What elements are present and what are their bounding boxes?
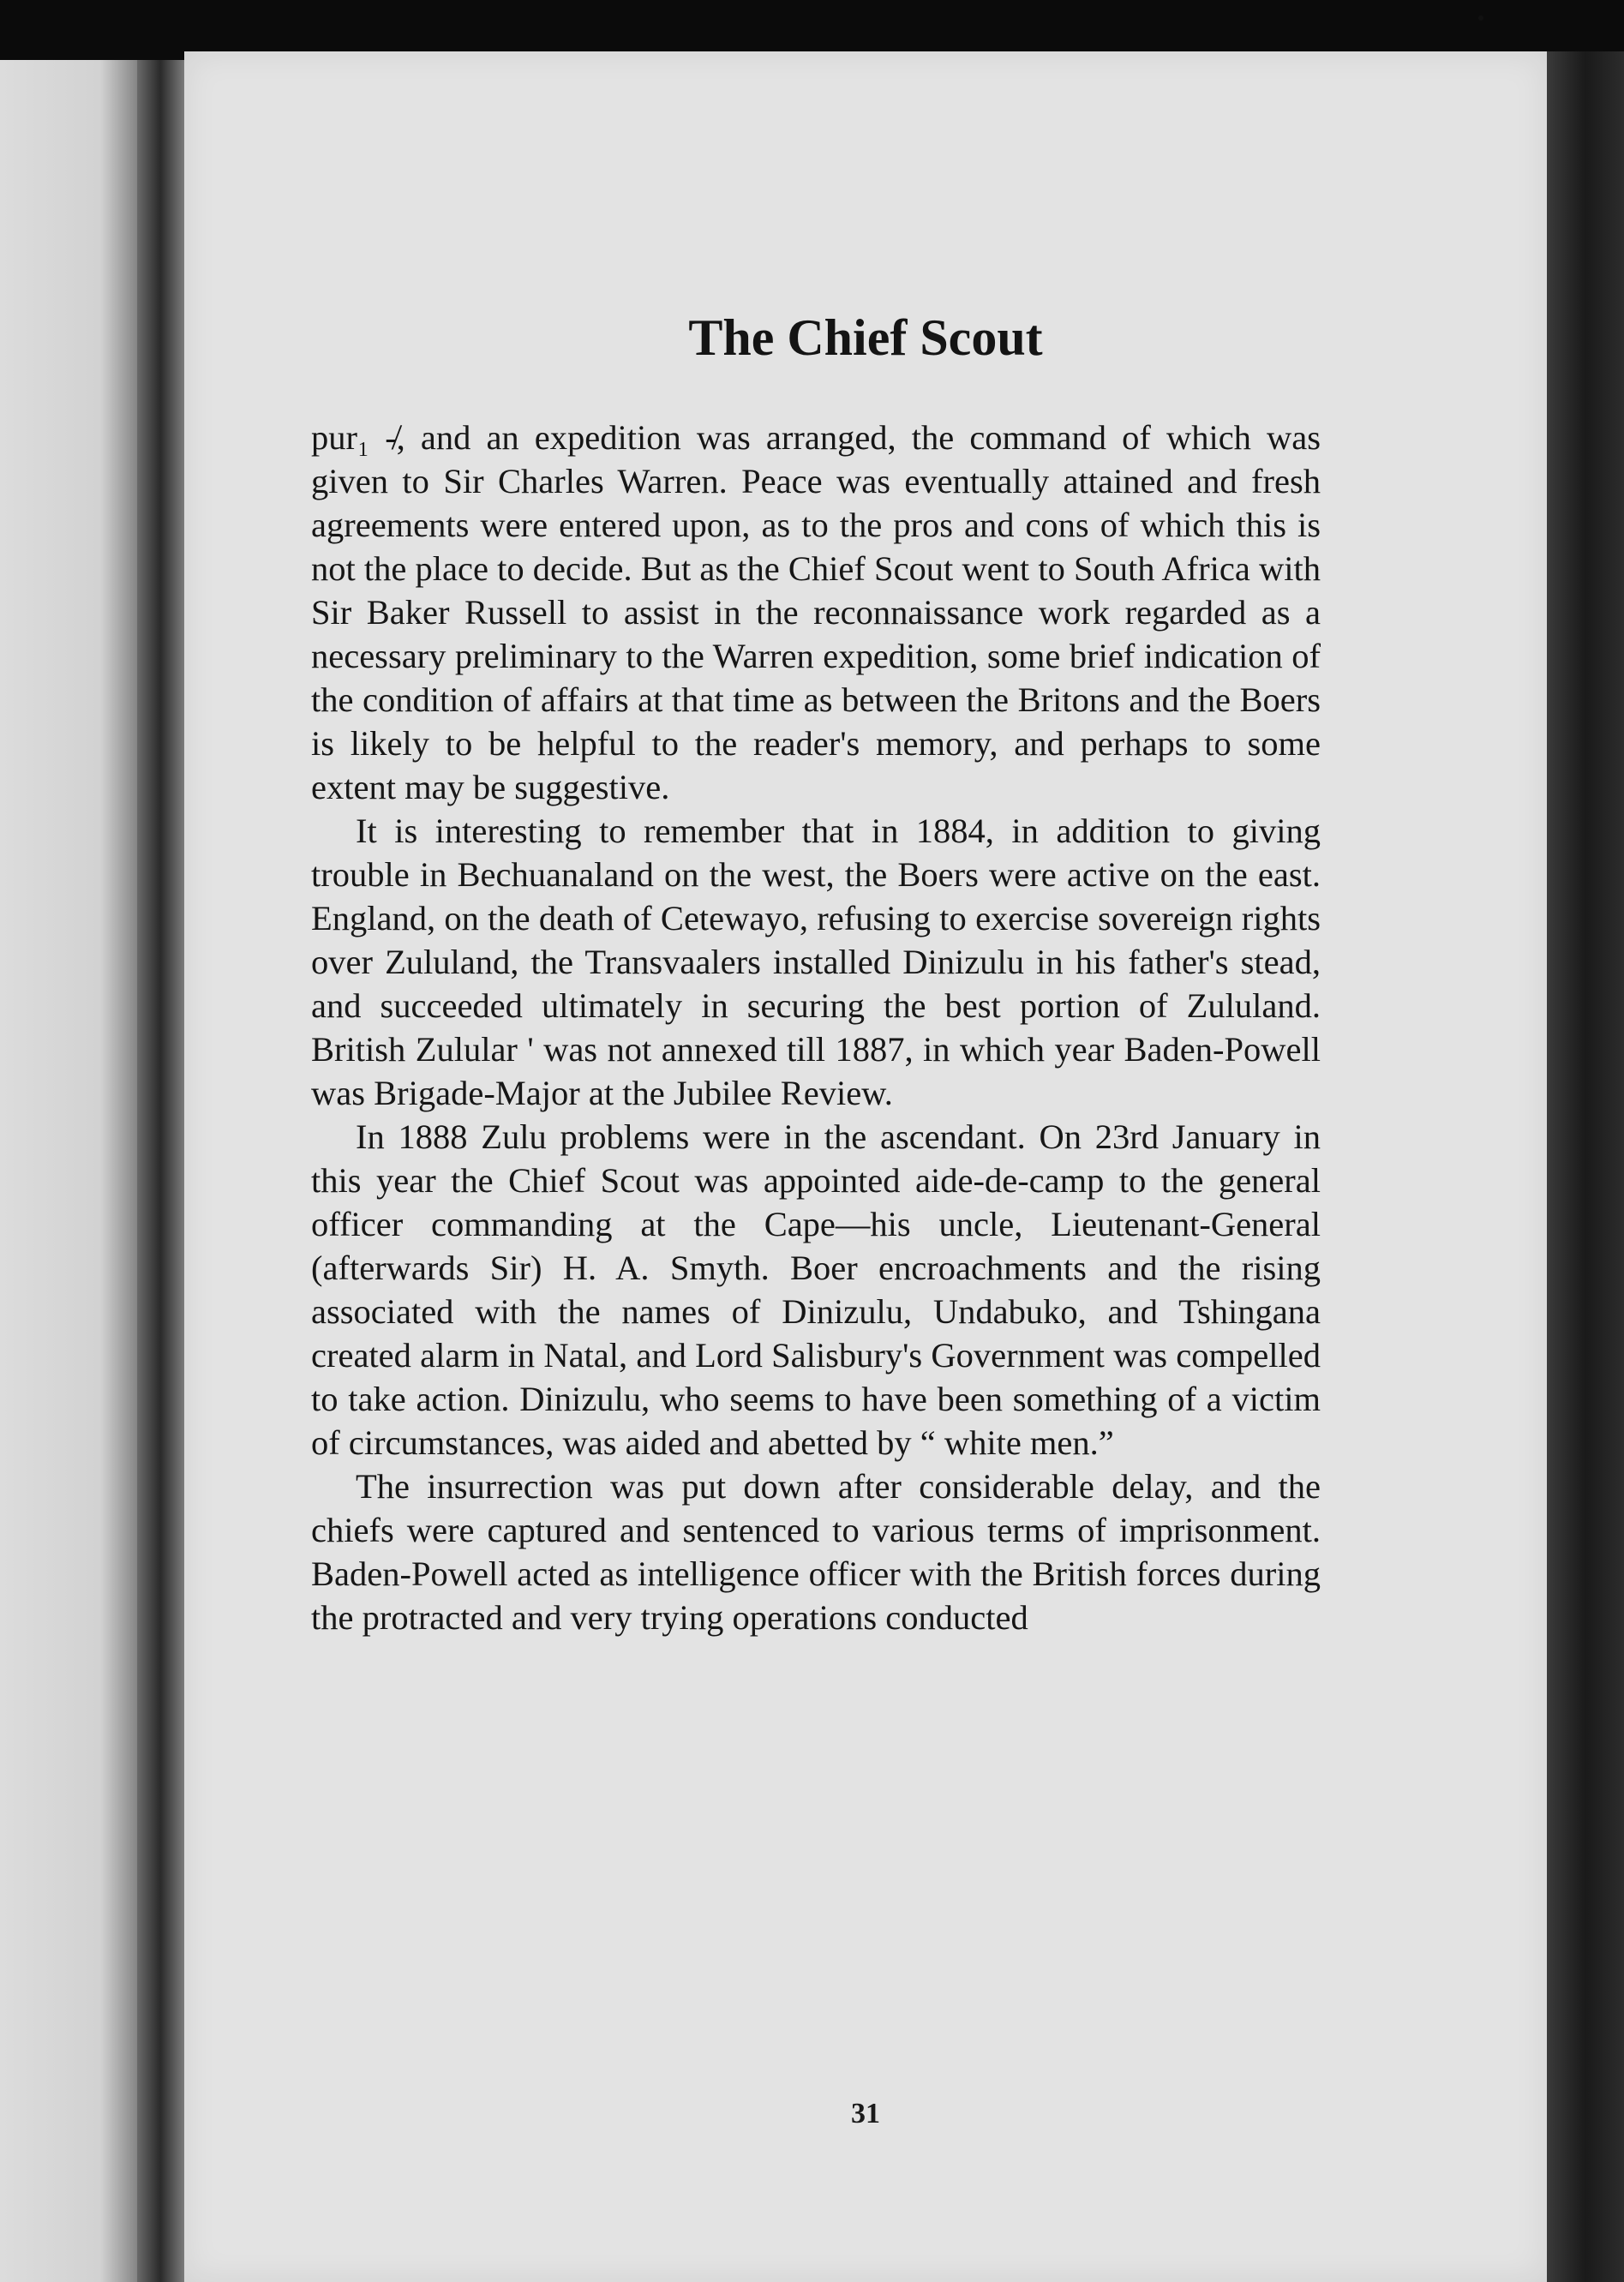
body-text (311, 416, 1321, 1639)
book-gutter (137, 60, 189, 2282)
running-head: The Chief Scout (688, 309, 1043, 366)
paragraph: It is interesting to remember that in 1884, in addition to giving trouble in Bechuanaland on the west, the Boers were active on the east. England, on the death of Cetewayo, refusing to exercise sovereign rights over Zululand, the Transvaalers installed Dinizulu in his father's stead, and succeeded ultimately in securing the best portion of Zululand. British Zulular ' was not annexed till 1887, in which year Baden-Powell was Brigade-Major at the Jubilee Review. (311, 812, 1321, 1112)
paragraph: The insurrection was put down after considerable delay, and the chiefs were captured and sentenced to various terms of imprisonment. Baden-Powell acted as intelligence officer with the British forces during the protracted and very trying operations conducted (311, 1467, 1321, 1637)
page-number: 31 (851, 2098, 880, 2129)
book-page (184, 51, 1547, 2282)
paragraph: pur₁ -̸, and an expedition was arranged, the command of which was given to Sir Charles Warren. Peace was eventually attained and fresh agreements were entered upon, as to the pros and cons of which this is not the place to decide. But as the Chief Scout went to South Africa with Sir Baker Russell to assist in the reconnaissance work regarded as a necessary preliminary to the Warren expedition, some brief indication of the condition of affairs at that time as between the Britons and the Boers is likely to be helpful to the reader's memory, and perhaps to some extent may be suggestive. (311, 418, 1321, 806)
right-page-edge (1547, 51, 1624, 2282)
dust-speck (1478, 15, 1483, 21)
paragraph: In 1888 Zulu problems were in the ascendant. On 23rd January in this year the Chief Scout was appointed aide-de-camp to the general officer commanding at the Cape—his uncle, Lieutenant-General (afterwards Sir) H. A. Smyth. Boer encroachments and the rising associated with the names of Dinizulu, Undabuko, and Tshingana created alarm in Natal, and Lord Salisbury's Government was compelled to take action. Dinizulu, who seems to have been something of a victim of circumstances, was aided and abetted by “ white men.” (311, 1117, 1321, 1462)
